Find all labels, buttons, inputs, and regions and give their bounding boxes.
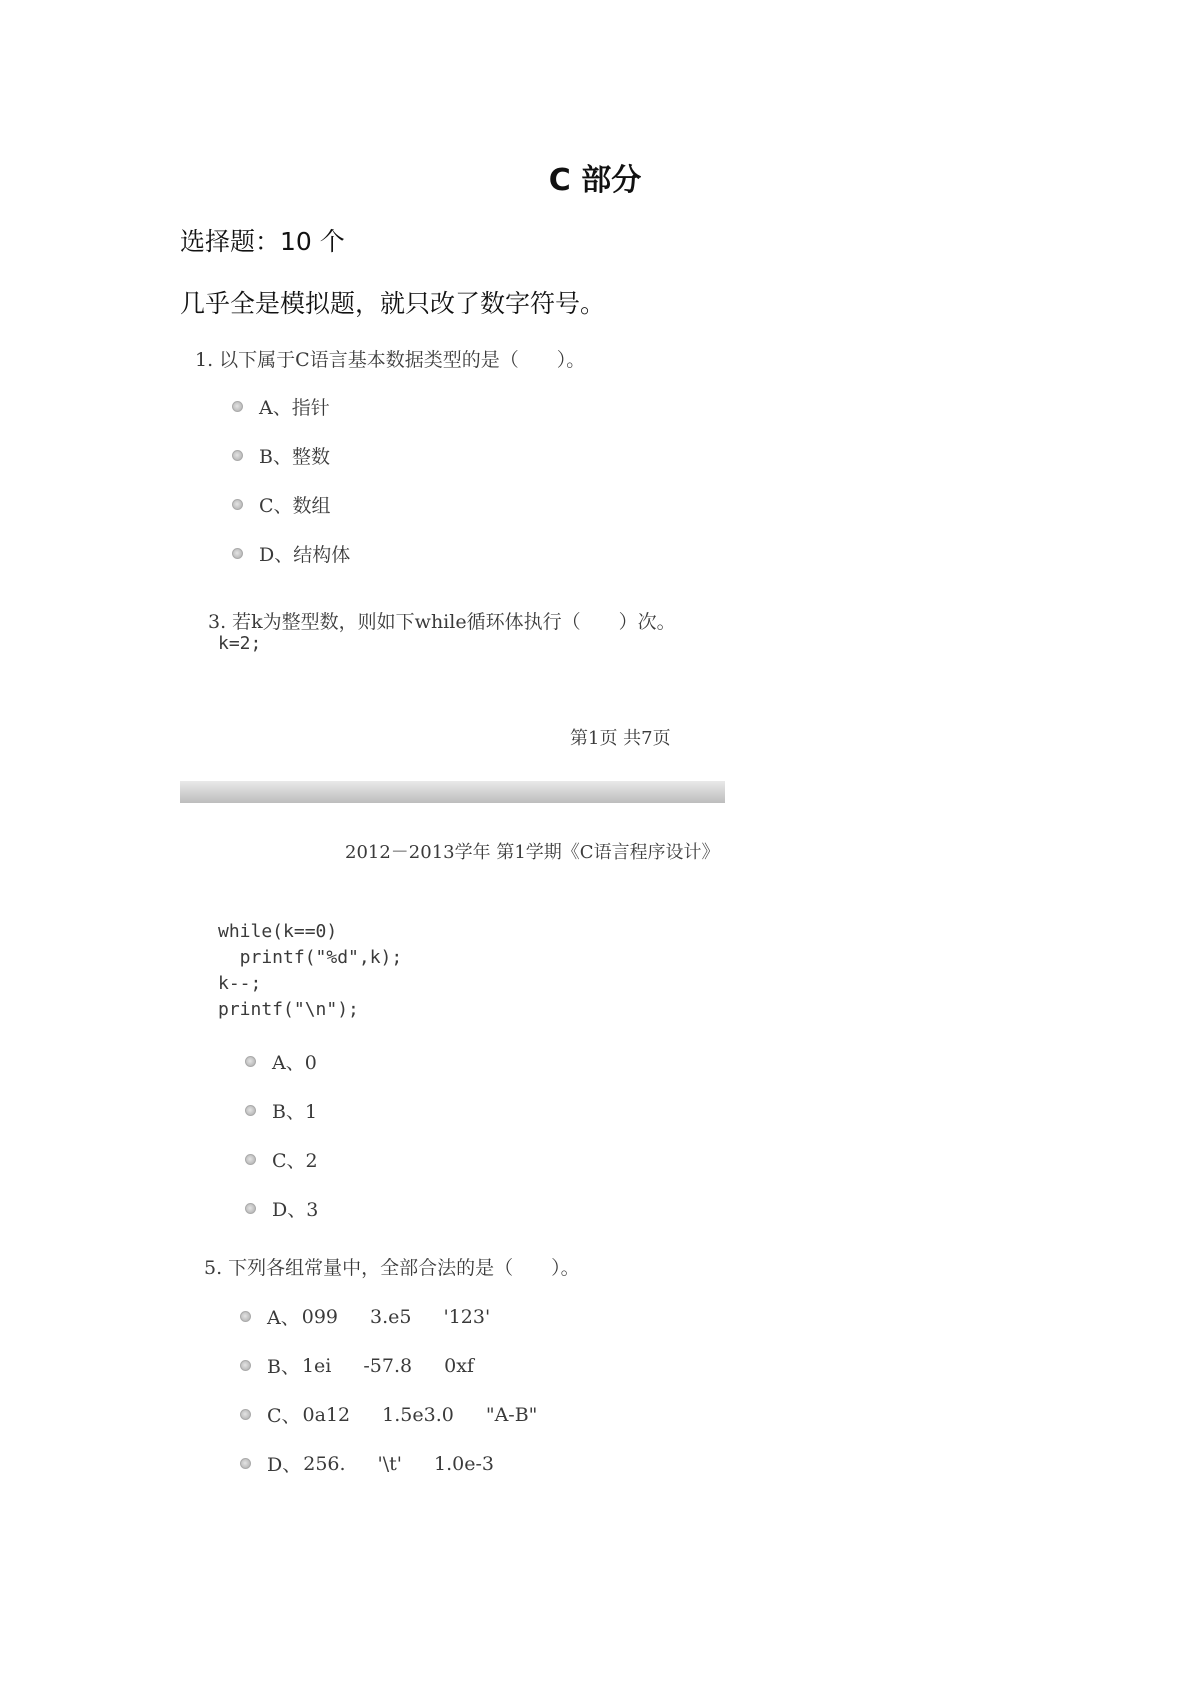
option-value: "A-B": [485, 1403, 538, 1426]
option-label: D、结构体: [259, 544, 351, 566]
option-label: D、3: [272, 1199, 319, 1221]
option-label: C、: [267, 1405, 301, 1427]
q1-option-b[interactable]: [232, 442, 330, 469]
option-value: 1.5e3.0: [382, 1403, 454, 1426]
radio-icon[interactable]: [245, 1056, 256, 1067]
radio-icon[interactable]: [232, 401, 243, 412]
q1-option-a[interactable]: [232, 393, 330, 420]
question-1-text: 1. 以下属于C语言基本数据类型的是（ ）。: [195, 349, 586, 371]
q3-option-b[interactable]: [245, 1097, 317, 1124]
q5-option-b[interactable]: [240, 1352, 474, 1379]
q3-option-c[interactable]: [245, 1146, 318, 1173]
page-footer: 第1页 共7页: [570, 728, 671, 749]
option-label: B、整数: [259, 446, 330, 468]
option-value: '123': [443, 1305, 491, 1328]
option-value: 256.: [303, 1452, 346, 1475]
paragraph-note: 几乎全是模拟题，就只改了数字符号。: [180, 289, 606, 318]
question-5-text: 5. 下列各组常量中，全部合法的是（ ）。: [204, 1257, 580, 1279]
option-value: 1ei: [301, 1354, 332, 1377]
option-label: A、指针: [259, 397, 330, 419]
code-snippet-top: k=2;: [218, 633, 262, 654]
code-snippet-bottom: while(k==0) printf("%d",k); k--; printf("\n");: [218, 921, 403, 1020]
option-value: -57.8: [363, 1354, 413, 1377]
option-label: D、: [267, 1454, 302, 1476]
q5-option-c[interactable]: [240, 1401, 537, 1428]
option-label: C、数组: [259, 495, 331, 517]
q3-option-d[interactable]: [245, 1195, 318, 1222]
page-divider: [180, 781, 725, 803]
question-3-text: 3. 若k为整型数，则如下while循环体执行（ ）次。: [208, 611, 676, 633]
option-label: A、0: [272, 1052, 317, 1074]
option-value: 3.e5: [370, 1305, 412, 1328]
radio-icon[interactable]: [245, 1105, 256, 1116]
option-label: B、1: [272, 1101, 318, 1123]
radio-icon[interactable]: [232, 499, 243, 510]
option-value: 099: [301, 1305, 338, 1328]
q5-option-d[interactable]: [240, 1450, 494, 1477]
option-label: C、2: [272, 1150, 318, 1172]
radio-icon[interactable]: [240, 1409, 251, 1420]
page-header: 2012－2013学年 第1学期《C语言程序设计》: [345, 842, 720, 863]
q1-option-c[interactable]: [232, 491, 331, 518]
option-value: 0xf: [444, 1354, 474, 1377]
radio-icon[interactable]: [232, 548, 243, 559]
q3-option-a[interactable]: [245, 1048, 317, 1075]
radio-icon[interactable]: [245, 1154, 256, 1165]
radio-icon[interactable]: [232, 450, 243, 461]
option-label: B、: [267, 1356, 300, 1378]
radio-icon[interactable]: [245, 1203, 256, 1214]
radio-icon[interactable]: [240, 1458, 251, 1469]
option-value: 1.0e-3: [434, 1452, 494, 1475]
q5-option-a[interactable]: [240, 1303, 490, 1330]
option-value: 0a12: [302, 1403, 351, 1426]
radio-icon[interactable]: [240, 1311, 251, 1322]
paragraph-choice-count: 选择题：10 个: [180, 227, 345, 256]
radio-icon[interactable]: [240, 1360, 251, 1371]
option-value: '\t': [377, 1452, 403, 1475]
option-label: A、: [267, 1307, 300, 1329]
q1-option-d[interactable]: [232, 540, 350, 567]
section-title: C 部分: [548, 163, 642, 198]
